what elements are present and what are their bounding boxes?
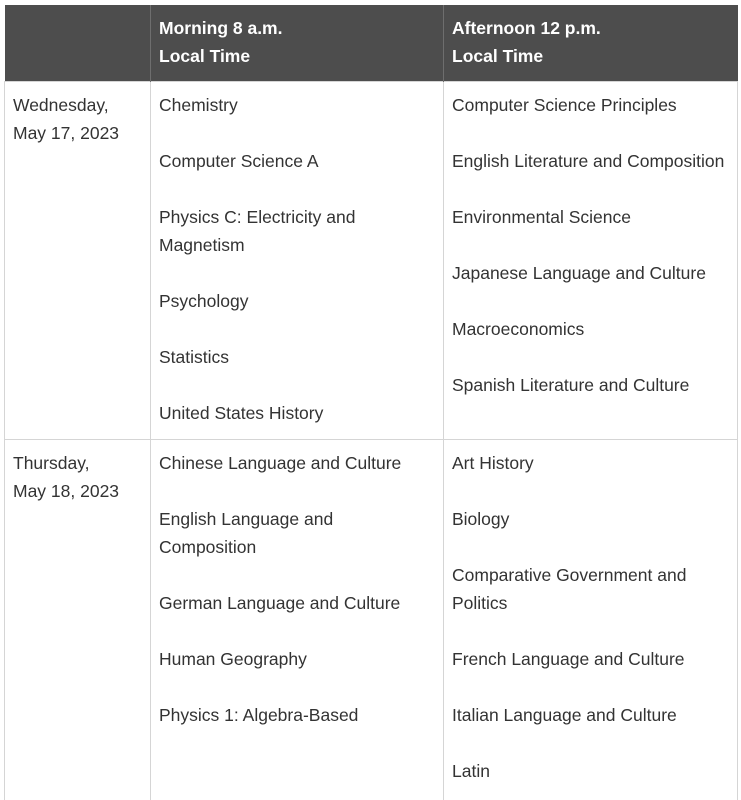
date-weekday: Wednesday, (13, 95, 109, 115)
header-date-column (5, 5, 151, 82)
date-day: May 17, 2023 (13, 123, 120, 143)
exam-schedule-table (4, 5, 738, 800)
exam-subject: Macroeconomics (452, 319, 585, 339)
exam-subject: Statistics (159, 347, 230, 367)
afternoon-cell (444, 82, 738, 440)
exam-subject: Physics C: Electricity and Magnetism (159, 207, 356, 255)
header-afternoon-line1: Afternoon 12 p.m. (452, 18, 601, 38)
afternoon-cell (444, 440, 738, 800)
table-row (5, 82, 738, 440)
exam-subject: Comparative Government and Politics (452, 565, 687, 613)
header-morning-line1: Morning 8 a.m. (159, 18, 283, 38)
date-weekday: Thursday, (13, 453, 90, 473)
exam-subject: United States History (159, 403, 324, 423)
exam-subject: Biology (452, 509, 510, 529)
date-cell (5, 82, 151, 440)
morning-cell (151, 82, 444, 440)
morning-cell (151, 440, 444, 800)
exam-subject: Psychology (159, 291, 249, 311)
exam-subject: Latin (452, 761, 490, 781)
date-day: May 18, 2023 (13, 481, 120, 501)
exam-subject: English Literature and Composition (452, 151, 725, 171)
table-row (5, 440, 738, 800)
header-morning-column (151, 5, 444, 82)
exam-subject: Spanish Literature and Culture (452, 375, 690, 395)
table-body (5, 82, 738, 800)
table-header (5, 5, 738, 82)
header-afternoon-column (444, 5, 738, 82)
exam-subject: Environmental Science (452, 207, 631, 227)
exam-subject: Chinese Language and Culture (159, 453, 402, 473)
exam-subject: Italian Language and Culture (452, 705, 677, 725)
header-morning-line2: Local Time (159, 46, 251, 66)
exam-subject: Computer Science A (159, 151, 319, 171)
exam-subject: Physics 1: Algebra-Based (159, 705, 359, 725)
exam-subject: English Language and Composition (159, 509, 334, 557)
exam-subject: Japanese Language and Culture (452, 263, 706, 283)
exam-subject: Computer Science Principles (452, 95, 677, 115)
exam-subject: German Language and Culture (159, 593, 401, 613)
exam-subject: Chemistry (159, 95, 238, 115)
exam-subject: French Language and Culture (452, 649, 685, 669)
exam-subject: Art History (452, 453, 534, 473)
header-afternoon-line2: Local Time (452, 46, 544, 66)
date-cell (5, 440, 151, 800)
exam-subject: Human Geography (159, 649, 307, 669)
header-row (5, 5, 738, 82)
